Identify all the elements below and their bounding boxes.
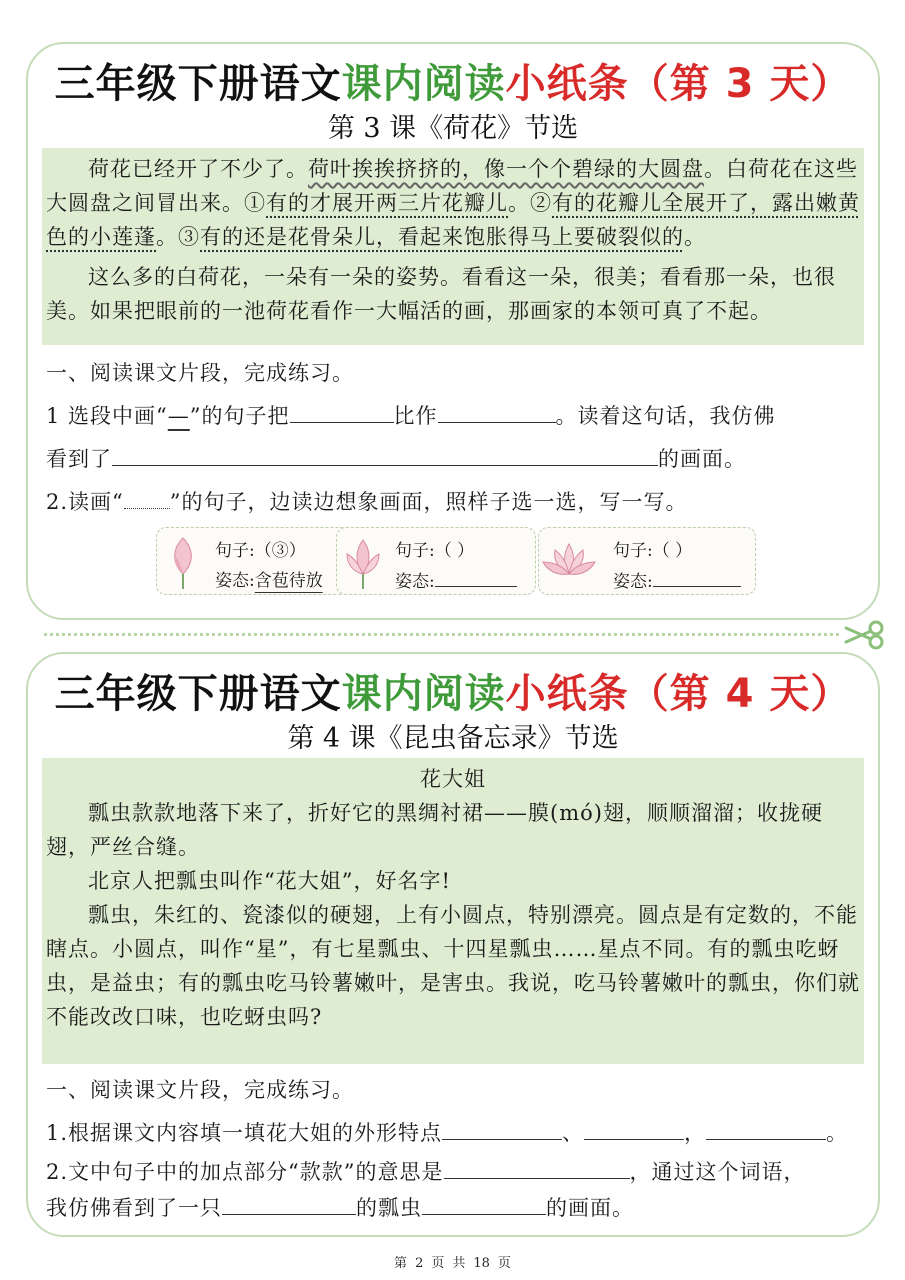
sentence-label: 句子: [395,541,435,561]
section-heading: 一、阅读课文片段，完成练习。 [46,361,354,385]
lotus-bloom-icon [541,534,597,590]
passage [42,148,864,345]
pose-label: 姿态: [395,572,435,592]
title-grade: 三年级下册语文 [54,671,342,717]
page-total: 18 [473,1256,490,1271]
title-slip: 小纸条 [505,671,629,717]
answer-blank[interactable] [112,445,658,466]
lesson-title: 第 3 课《荷花》节选 [327,113,579,144]
sentence-value[interactable]: （ ） [434,541,475,561]
answer-blank[interactable] [653,566,741,587]
day3-card [26,42,880,620]
title-slip: 小纸条 [505,61,629,107]
page-number: 2 [415,1256,424,1271]
question-2: 2.读画“ ”的句子，边读边想象画面，照样子选一选，写一写。 [46,490,688,514]
question-1-line-1: 1 选段中画“—”的句子把 比作 。读着这句话，我仿佛 [46,404,776,428]
sentence-label: 句子: [613,541,653,561]
question-1-line-2: 看到了 的画面。 [46,447,746,471]
passage [42,758,864,1064]
lesson-title: 第 4 课《昆虫备忘录》节选 [287,723,619,754]
day3-title [28,52,878,109]
day4-card [26,652,880,1237]
pose-box-2 [336,527,536,595]
cut-line [44,633,839,636]
lotus-half-open-icon [343,534,383,590]
title-grade: 三年级下册语文 [54,61,342,107]
scissors-icon [842,620,886,650]
answer-blank[interactable] [584,1119,684,1140]
sentence-value[interactable]: （③） [254,541,306,561]
passage-paragraph-1: 瓢虫款款地落下来了，折好它的黑绸衬裙——膜(mó)翅，顺顺溜溜；收拢硬翅，严丝合缝。 [46,801,823,859]
sentence-value[interactable]: （ ） [652,541,693,561]
title-day: （第 4 天） [628,671,852,717]
question-1: 1.根据课文内容填一填花大姐的外形特点 、 ， 。 [46,1121,849,1145]
passage-paragraph-2: 北京人把瓢虫叫作“花大姐”，好名字! [88,869,451,893]
answer-blank[interactable] [290,402,394,423]
question-2-line-2: 我仿佛看到了一只 的瓢虫 的画面。 [46,1196,634,1220]
answer-blank[interactable] [442,1119,562,1140]
pose-label: 姿态: [215,571,255,591]
answer-blank[interactable] [422,1194,546,1215]
answer-blank[interactable] [438,402,556,423]
question-2-line-1: 2.文中句子中的加点部分“款款”的意思是 ，通过这个词语， [46,1160,806,1184]
passage-paragraph-2: 这么多的白荷花，一朵有一朵的姿势。看看这一朵，很美；看看那一朵，也很美。如果把眼前的一池荷花看作一大幅活的画，那画家的本领可真了不起。 [46,265,836,323]
answer-blank[interactable] [435,566,517,587]
title-day: （第 3 天） [628,61,852,107]
title-reading: 课内阅读 [341,61,506,107]
pose-value[interactable]: 含苞待放 [254,571,323,591]
lotus-bud-icon [163,534,203,590]
passage-paragraph-1: 荷花已经开了不少了。荷叶挨挨挤挤的，像一个个碧绿的大圆盘。白荷花在这些大圆盘之间冒出来。①有的才展开两三片花瓣儿。②有的花瓣儿全展开了，露出嫩黄色的小莲蓬。③有的还是花骨朵儿，看起来饱胀得马上要破裂似的。 [46,157,860,249]
sentence-label: 句子: [215,541,255,561]
pose-box-3 [538,527,756,595]
answer-blank[interactable] [444,1158,630,1179]
passage-paragraph-3: 瓢虫，朱红的、瓷漆似的硬翅，上有小圆点，特别漂亮。圆点是有定数的，不能瞎点。小圆点，叫作“星”，有七星瓢虫、十四星瓢虫……星点不同。有的瓢虫吃蚜虫，是益虫；有的瓢虫吃马铃薯嫩叶，是害虫。我说，吃马铃薯嫩叶的瓢虫，你们就不能改改口味，也吃蚜虫吗? [46,903,860,1029]
title-reading: 课内阅读 [341,671,506,717]
mark-dotted [124,488,170,509]
pose-label: 姿态: [613,572,653,592]
page-footer: 第 2 页 共 18 页 [394,1256,511,1271]
section-heading: 一、阅读课文片段，完成练习。 [46,1078,354,1102]
answer-blank[interactable] [706,1119,826,1140]
pose-box-1 [156,527,356,595]
answer-blank[interactable] [222,1194,356,1215]
day4-title [28,662,878,719]
passage-title: 花大姐 [420,767,486,791]
